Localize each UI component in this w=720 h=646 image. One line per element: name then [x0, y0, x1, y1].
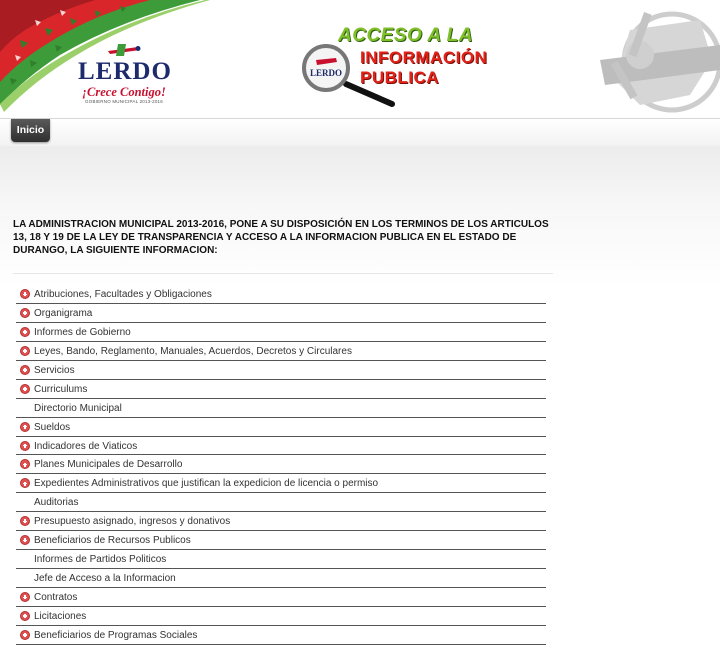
menu-item[interactable]: [16, 399, 546, 418]
expand-plus-icon[interactable]: [20, 365, 30, 375]
menu-item-label[interactable]: Jefe de Acceso a la Informacion: [34, 573, 176, 585]
menu-item-label[interactable]: Indicadores de Viaticos: [34, 440, 138, 452]
menu-item[interactable]: [16, 588, 546, 607]
menu-item-label[interactable]: Organigrama: [34, 307, 93, 319]
menu-item[interactable]: [16, 455, 546, 474]
menu-item[interactable]: [16, 304, 546, 323]
menu-item-label[interactable]: Licitaciones: [34, 610, 87, 622]
menu-item-label[interactable]: Informes de Partidos Politicos: [34, 554, 167, 566]
menu-item-label[interactable]: Servicios: [34, 364, 75, 376]
acceso-informacion-title: [338, 25, 488, 87]
expand-plus-icon[interactable]: [20, 441, 30, 451]
menu-item-label[interactable]: Beneficiarios de Programas Sociales: [34, 629, 198, 641]
menu-item-label[interactable]: Sueldos: [34, 421, 71, 433]
title-line-2: INFORMACIÓN: [360, 48, 488, 67]
logo-wordmark: LERDO: [78, 58, 172, 85]
expand-plus-icon[interactable]: [20, 535, 30, 545]
expand-plus-icon[interactable]: [20, 592, 30, 602]
information-menu: [16, 285, 546, 645]
menu-item[interactable]: [16, 380, 546, 399]
menu-item[interactable]: [16, 418, 546, 437]
menu-item-label[interactable]: Auditorias: [34, 497, 79, 509]
menu-item-label[interactable]: Curriculums: [34, 383, 88, 395]
expand-plus-icon[interactable]: [20, 459, 30, 469]
site-header: [0, 0, 720, 118]
title-line-3: PUBLICA: [360, 68, 440, 87]
menu-item-label[interactable]: Planes Municipales de Desarrollo: [34, 459, 183, 471]
menu-item[interactable]: [16, 342, 546, 361]
menu-item-label[interactable]: Leyes, Bando, Reglamento, Manuales, Acuerdos, Decretos y Circulares: [34, 345, 352, 357]
menu-item-label[interactable]: Informes de Gobierno: [34, 326, 131, 338]
intro-text: LA ADMINISTRACION MUNICIPAL 2013-2016, PONE A SU DISPOSICIÓN EN LOS TERMINOS DE LOS ARTICULOS 13, 18 Y 19 DE LA LEY DE TRANSPARENCIA Y ACCESO A LA INFORMACION PUBLICA EN EL ESTADO DE DURANGO, LA SIGUIENTE INFORMACION:: [13, 219, 549, 256]
title-line-1: ACCESO A LA: [338, 25, 473, 46]
expand-plus-icon[interactable]: [20, 611, 30, 621]
expand-plus-icon[interactable]: [20, 327, 30, 337]
main-navbar: [0, 118, 720, 146]
expand-plus-icon[interactable]: [20, 308, 30, 318]
menu-item-label[interactable]: Beneficiarios de Recursos Publicos: [34, 535, 191, 547]
menu-item[interactable]: [16, 323, 546, 342]
menu-item[interactable]: [16, 285, 546, 304]
svg-text:LERDO: LERDO: [309, 68, 343, 78]
menu-item-label[interactable]: Expedientes Administrativos que justifican la expedicion de licencia o permiso: [34, 478, 379, 490]
lerdo-logo: [78, 42, 170, 104]
section-divider: [13, 273, 553, 274]
expand-plus-icon[interactable]: [20, 384, 30, 394]
menu-item[interactable]: [16, 626, 546, 645]
menu-item[interactable]: [16, 550, 546, 569]
menu-item[interactable]: [16, 512, 546, 531]
airplane-logo-icon: [104, 42, 144, 58]
expand-plus-icon[interactable]: [20, 346, 30, 356]
logo-subtitle: GOBIERNO MUNICIPAL 2013-2016: [85, 99, 163, 104]
expand-plus-icon[interactable]: [20, 289, 30, 299]
menu-item-label[interactable]: Contratos: [34, 592, 78, 603]
menu-item-label[interactable]: Directorio Municipal: [34, 402, 122, 414]
menu-item[interactable]: [16, 437, 546, 456]
expand-plus-icon[interactable]: [20, 630, 30, 640]
menu-item-label[interactable]: Atribuciones, Facultades y Obligaciones: [34, 289, 212, 300]
expand-plus-icon[interactable]: [20, 478, 30, 488]
menu-item[interactable]: [16, 474, 546, 493]
menu-item-label[interactable]: Presupuesto asignado, ingresos y donativos: [34, 516, 231, 528]
menu-item[interactable]: [16, 607, 546, 626]
menu-item[interactable]: [16, 531, 546, 550]
menu-item[interactable]: [16, 569, 546, 588]
expand-plus-icon[interactable]: [20, 516, 30, 526]
menu-item[interactable]: [16, 493, 546, 512]
nav-tab-inicio[interactable]: Inicio: [11, 119, 50, 142]
menu-item[interactable]: [16, 361, 546, 380]
logo-slogan: ¡Crece Contigo!: [82, 85, 166, 99]
expand-plus-icon[interactable]: [20, 422, 30, 432]
